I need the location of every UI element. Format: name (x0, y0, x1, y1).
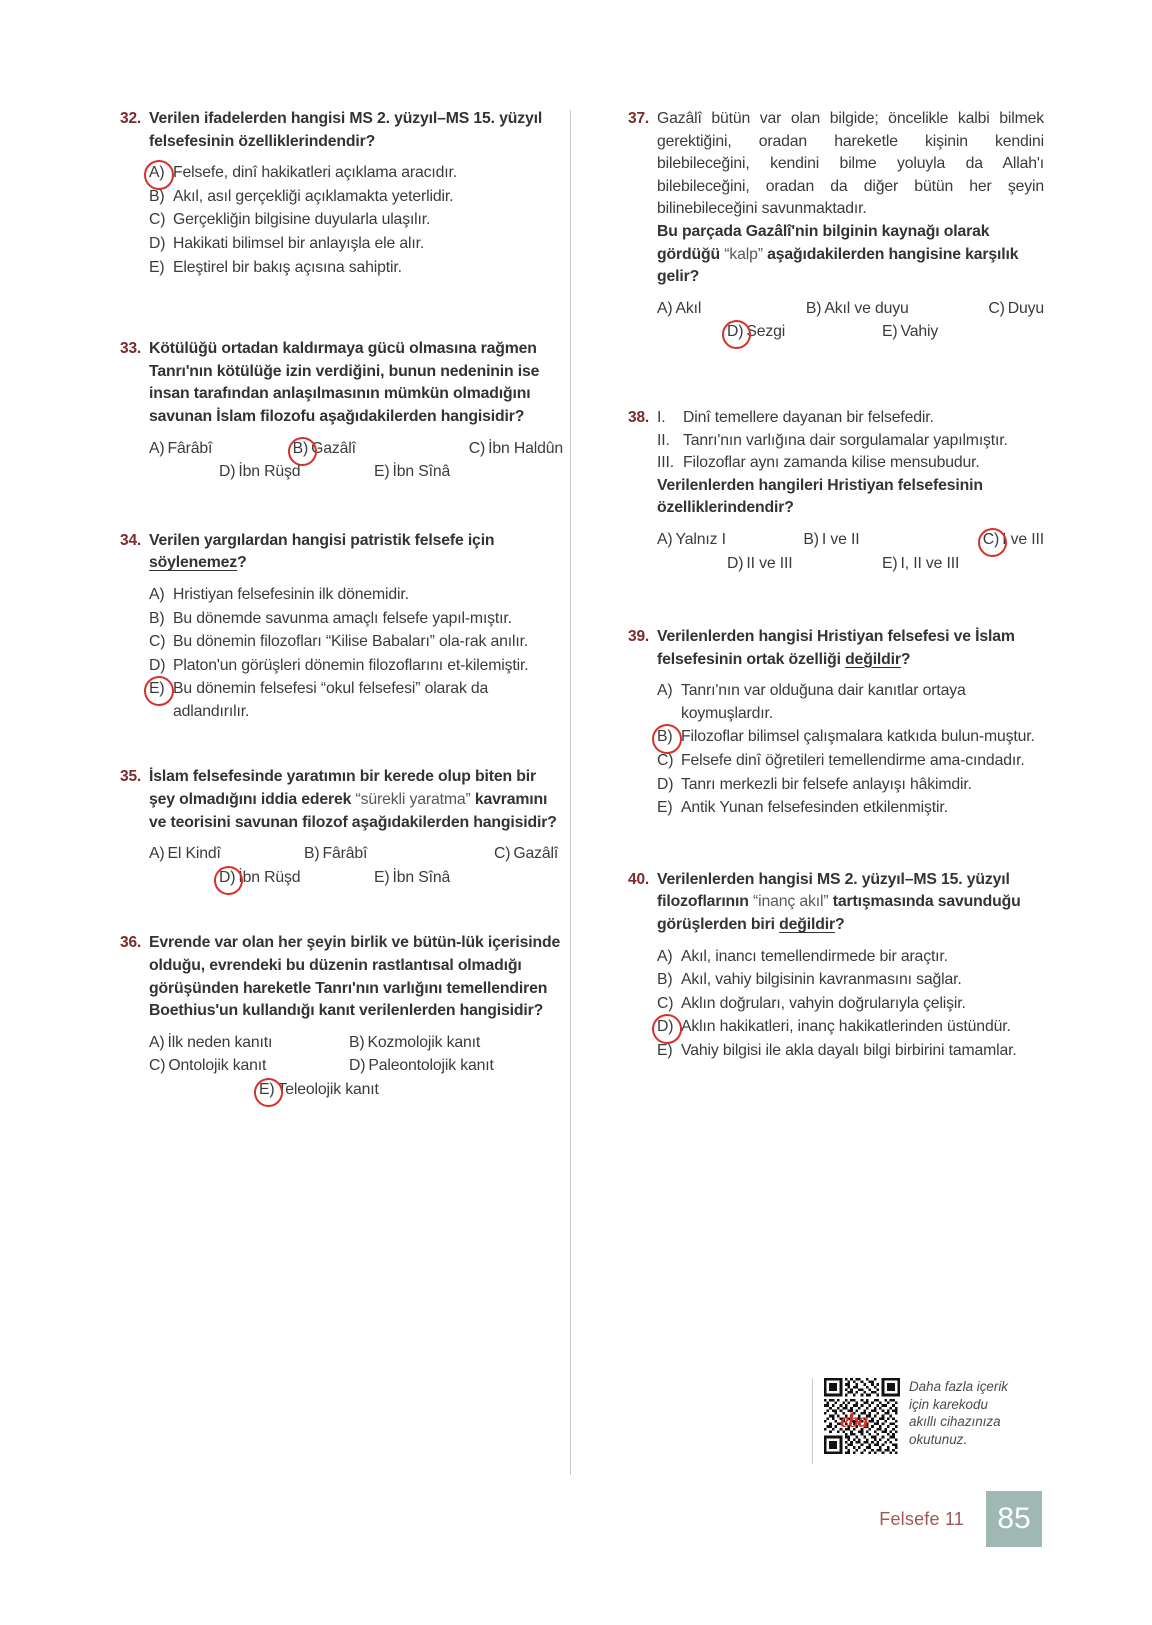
stem-text: ? (900, 650, 911, 668)
option-label: A) (149, 439, 165, 457)
option-row[interactable] (657, 1040, 1044, 1063)
option-list (149, 843, 563, 889)
option-text: Akıl ve duyu (824, 299, 909, 317)
option-text: Duyu (1007, 299, 1044, 317)
qr-text-line-3: akıllı cihazınıza (909, 1414, 1001, 1430)
option-label: A) (149, 1033, 165, 1051)
option-cell[interactable] (149, 843, 304, 866)
option-label: A) (149, 162, 173, 185)
roman-numeral: II. (657, 431, 670, 449)
option-text: İbn Sînâ (392, 868, 451, 886)
option-text: Antik Yunan felsefesinden etkilenmiştir. (681, 799, 948, 817)
option-label: B) (657, 971, 673, 989)
option-row (149, 1032, 563, 1055)
option-label: C) (657, 752, 674, 770)
question-content (657, 869, 1044, 1064)
option-text: Gazâlî (513, 845, 559, 863)
roman-item (657, 452, 1044, 475)
question-stem (149, 338, 563, 428)
option-row[interactable] (657, 774, 1044, 797)
stem-text: Verilenlerden hangisi Hristiyan felsefesi ve İslam felsefesinin ortak özelliği (657, 628, 1015, 668)
qr-code-icon[interactable] (824, 1378, 900, 1454)
question-stem (149, 932, 563, 1022)
question-block (108, 766, 563, 890)
option-text: I ve II (821, 530, 860, 548)
right-column (576, 108, 1044, 1103)
question-content (149, 766, 563, 890)
question-stem (149, 108, 563, 153)
question-number: 36. (120, 934, 141, 952)
option-text: Teleolojik kanıt (277, 1081, 379, 1098)
option-text: I, II ve III (900, 554, 960, 572)
question-number: 39. (628, 628, 649, 646)
option-label: C) (988, 299, 1005, 317)
option-cell[interactable] (149, 1055, 349, 1078)
option-label: E) (657, 799, 673, 817)
option-label: A) (149, 585, 165, 603)
option-label: D) (149, 234, 166, 252)
option-list (657, 946, 1044, 1063)
question-block (616, 626, 1044, 821)
option-text: İbn Sînâ (392, 463, 451, 481)
option-cell[interactable] (304, 843, 494, 866)
option-text: Vahiy bilgisi ile akla dayalı bilgi birbirini tamamlar. (681, 1042, 1017, 1059)
stem-text: “sürekli yaratma” (355, 791, 471, 809)
stem-text: “inanç akıl” (753, 893, 829, 911)
option-text: Ontolojik kanıt (168, 1057, 267, 1075)
book-title: Felsefe 11 (879, 1508, 964, 1529)
option-row[interactable] (657, 680, 1044, 725)
option-text: Akıl, inancı temellendirmede bir araçtır. (681, 947, 948, 965)
option-row (657, 298, 1044, 321)
question-number: 32. (120, 110, 141, 127)
option-row[interactable] (657, 969, 1044, 992)
option-cell[interactable] (494, 843, 558, 866)
question-columns (108, 108, 1044, 1103)
option-label: E) (149, 258, 165, 276)
option-text: Gazâlî (311, 439, 356, 457)
option-row[interactable] (657, 1016, 1044, 1039)
eba-logo: eba (840, 1408, 868, 1432)
option-text: Yalnız I (675, 530, 726, 548)
qr-text-line-2: için karekodu (909, 1396, 988, 1412)
option-text: İlk neden kanıtı (167, 1033, 273, 1051)
option-text: Tanrı'nın var olduğuna dair kanıtlar ortaya koymuşlardır. (681, 682, 966, 722)
left-column (108, 108, 576, 1103)
option-label: E) (657, 1042, 673, 1059)
option-cell[interactable] (882, 321, 938, 344)
question-stem (657, 475, 1044, 520)
question-block (108, 932, 563, 1102)
option-text: Akıl, asıl gerçekliği açıklamakta yeterlidir. (173, 187, 454, 205)
option-label: D) (657, 1016, 681, 1039)
option-row[interactable] (657, 946, 1044, 969)
option-text: Bu dönemin felsefesi “okul felsefesi” olarak da adlandırılır. (173, 680, 489, 720)
option-cell[interactable] (219, 461, 374, 484)
option-row[interactable] (657, 750, 1044, 773)
option-label: D) (219, 463, 236, 481)
option-row (657, 321, 1044, 344)
option-label: E) (374, 868, 390, 886)
option-text: Filozoflar bilimsel çalışmalara katkıda bulun-muştur. (681, 728, 1035, 746)
question-content (149, 932, 563, 1102)
option-cell[interactable] (219, 867, 374, 890)
option-text: İbn Haldûn (488, 439, 563, 457)
option-cell[interactable] (727, 321, 882, 344)
option-row (149, 1079, 563, 1102)
option-cell[interactable] (349, 1055, 494, 1078)
option-cell[interactable] (149, 1032, 349, 1055)
option-label: D) (727, 554, 744, 572)
stem-text: “kalp” (724, 245, 763, 263)
option-list (149, 162, 563, 279)
option-label: B) (293, 438, 312, 461)
stem-emphasis: söylenemez (149, 554, 238, 572)
option-label: D) (149, 656, 166, 674)
option-label: C) (494, 845, 511, 863)
question-number: 38. (628, 408, 649, 426)
stem-text: Bu parçada Gazâlî'nin bilginin kaynağı olarak gördüğü (657, 222, 990, 263)
question-block (108, 338, 563, 485)
option-cell[interactable] (988, 298, 1044, 321)
option-label: C) (149, 1057, 166, 1075)
page-footer (0, 1491, 1042, 1547)
option-text: Hakikati bilimsel bir anlayışla ele alır. (173, 234, 425, 252)
option-cell[interactable] (293, 438, 469, 461)
option-row[interactable] (149, 678, 563, 723)
option-label: C) (149, 633, 166, 651)
option-cell[interactable] (727, 553, 882, 576)
stem-emphasis: değildir (845, 650, 901, 668)
option-label: B) (349, 1033, 365, 1051)
stem-text: Verilenlerden hangisi MS 2. yüzyıl–MS 15. yüzyıl filozoflarının (657, 870, 1010, 911)
option-text: Akıl, vahiy bilgisinin kavranmasını sağlar. (681, 971, 962, 989)
stem-text: İslam felsefesinde yaratımın bir kerede olup biten bir şey olmadığını iddia ederek (149, 768, 536, 809)
option-row (149, 867, 563, 890)
option-list (657, 529, 1044, 575)
option-text: Hristiyan felsefesinin ilk dönemidir. (173, 585, 409, 603)
option-label: C) (983, 529, 1002, 552)
roman-item (657, 407, 1044, 430)
option-text: Gerçekliğin bilgisine duyularla ulaşılır. (173, 211, 431, 229)
question-content (657, 626, 1044, 821)
question-block (616, 108, 1044, 345)
option-cell[interactable] (149, 438, 293, 461)
option-label: E) (882, 554, 898, 572)
option-text: Aklın hakikatleri, inanç hakikatlerinden üstündür. (681, 1018, 1011, 1036)
question-number: 34. (120, 531, 141, 549)
option-text: Tanrı merkezli bir felsefe anlayışı hâkimdir. (681, 775, 972, 793)
question-block (616, 407, 1044, 576)
option-label: A) (657, 947, 673, 965)
stem-text: ? (834, 916, 845, 934)
option-list (657, 680, 1044, 820)
option-row[interactable] (149, 584, 563, 607)
option-label: E) (149, 678, 173, 723)
option-text: Fârâbî (167, 439, 213, 457)
option-label: E) (882, 323, 898, 341)
option-label: D) (727, 321, 746, 344)
option-cell[interactable] (374, 461, 450, 484)
question-block (108, 530, 563, 725)
option-cell[interactable] (657, 529, 803, 552)
stem-text: kavramını ve teorisini savunan filozof aşağıdakilerden hangisidir? (149, 791, 557, 831)
stem-text: Evrende var olan her şeyin birlik ve bütün-lük içerisinde olduğu, evrendeki bu düzenin rastlantısal olmadığı görüşünden hareketle Tanrı'nın varlığını temellendiren Boethius'un kullandığı kanıt verilenlerden hangisidir? (149, 934, 561, 1020)
option-label: D) (657, 775, 674, 793)
option-row (149, 438, 563, 461)
option-row (149, 843, 563, 866)
option-row (149, 461, 563, 484)
stem-text: Kötülüğü ortadan kaldırmaya gücü olmasına rağmen Tanrı'nın kötülüğe izin verdiğini, bunun nedeninin ise insan tarafından anlaşılmasının mümkün olmadığını savunan İslam filozofu aşağıdakilerden hangisidir? (149, 340, 540, 425)
option-text: Bu dönemin filozofları “Kilise Babaları” ola-rak anılır. (173, 633, 529, 651)
option-label: B) (149, 187, 165, 205)
option-label: B) (805, 299, 822, 317)
option-label: C) (657, 994, 674, 1012)
option-label: C) (149, 211, 166, 229)
roman-item (657, 430, 1044, 453)
option-row[interactable] (149, 655, 563, 678)
option-label: B) (149, 609, 165, 627)
option-list (149, 584, 563, 724)
question-stem (149, 530, 563, 575)
option-text: Sezgi (746, 323, 786, 341)
option-text: Platon'un görüşleri dönemin filozoflarını et-kilemiştir. (173, 656, 529, 674)
question-number: 33. (120, 340, 141, 358)
option-text: Felsefe dinî öğretileri temellendirme ama-cındadır. (681, 752, 1025, 770)
question-number: 35. (120, 768, 141, 786)
stem-text: Verilen ifadelerden hangisi MS 2. yüzyıl–MS 15. yüzyıl felsefesinin özelliklerindendir? (149, 110, 543, 150)
option-text: Aklın doğruları, vahyin doğrularıyla çelişir. (681, 994, 966, 1012)
option-row[interactable] (657, 993, 1044, 1016)
roman-numeral: I. (657, 408, 666, 426)
option-row (657, 529, 1044, 552)
stem-text: tartışmasında savunduğu görüşlerden biri (657, 893, 1021, 934)
option-label: D) (349, 1057, 366, 1075)
question-content (657, 407, 1044, 576)
option-cell[interactable] (882, 553, 959, 576)
option-cell[interactable] (469, 438, 563, 461)
roman-text: Dinî temellere dayanan bir felsefedir. (683, 408, 934, 426)
option-cell[interactable] (349, 1032, 480, 1055)
question-block (108, 108, 563, 280)
option-cell[interactable] (803, 529, 982, 552)
question-number: 37. (628, 110, 649, 127)
qr-text-line-1: Daha fazla içerik (909, 1379, 1008, 1394)
question-content (149, 338, 563, 485)
stem-text: ? (237, 554, 247, 572)
option-label: D) (219, 867, 238, 890)
option-row[interactable] (149, 608, 563, 631)
option-label: A) (149, 845, 165, 863)
qr-promo-text (909, 1378, 1008, 1448)
option-cell[interactable] (374, 867, 450, 890)
option-text: Kozmolojik kanıt (367, 1033, 481, 1051)
option-label: B) (304, 845, 320, 863)
question-content (657, 108, 1044, 345)
option-label: A) (657, 530, 673, 548)
option-label: E) (374, 463, 390, 481)
question-stem (657, 869, 1044, 937)
option-cell[interactable] (259, 1079, 379, 1102)
qr-text-line-4: okutunuz. (909, 1431, 968, 1447)
option-label: C) (468, 439, 486, 457)
option-label: A) (657, 682, 673, 700)
option-row[interactable] (149, 257, 563, 280)
page-number-badge: 85 (986, 1491, 1042, 1547)
option-label: B) (657, 726, 681, 749)
option-row[interactable] (149, 209, 563, 232)
roman-text: Filozoflar aynı zamanda kilise mensubudur. (683, 454, 980, 472)
option-label: B) (803, 530, 819, 548)
option-text: Felsefe, dinî hakikatleri açıklama aracıdır. (173, 164, 458, 182)
question-stem (149, 766, 563, 834)
question-passage: Gazâlî bütün var olan bilgide; öncelikle kalbi bilmek gerektiğini, oradan hareketle kişinin kendini bilebileceğini, kendini bilme yoluyla da Allah'ı bilebileceğini, oradan da diğer bütün her şeyin bilinebileceğini savunmaktadır. (657, 110, 1044, 218)
qr-promo-block[interactable] (812, 1378, 1008, 1464)
option-text: Bu dönemde savunma amaçlı felsefe yapıl-mıştır. (173, 609, 512, 627)
option-text: Eleştirel bir bakış açısına sahiptir. (173, 258, 402, 276)
stem-text: Verilen yargılardan hangisi patristik felsefe için (149, 531, 495, 549)
option-text: İbn Rüşd (238, 463, 301, 481)
stem-emphasis: değildir (779, 916, 835, 934)
option-row[interactable] (657, 797, 1044, 820)
option-cell[interactable] (983, 529, 1044, 552)
option-text: Vahiy (900, 323, 939, 341)
roman-text: Tanrı'nın varlığına dair sorgulamalar yapılmıştır. (683, 431, 1008, 449)
option-row[interactable] (149, 186, 563, 209)
option-text: İbn Rüşd (238, 868, 301, 886)
option-list (149, 438, 563, 484)
question-block (616, 869, 1044, 1064)
roman-numeral: III. (657, 454, 674, 472)
option-text: I ve III (1002, 530, 1044, 548)
roman-list (657, 407, 1044, 475)
option-label: A) (657, 299, 673, 317)
question-content (149, 108, 563, 280)
option-text: Paleontolojik kanıt (368, 1057, 494, 1075)
option-text: II ve III (746, 554, 793, 572)
option-list (149, 1032, 563, 1102)
option-row[interactable] (149, 233, 563, 256)
question-stem (657, 626, 1044, 671)
stem-text: Verilenlerden hangileri Hristiyan felsefesinin özelliklerindendir? (657, 476, 983, 517)
stem-text: aşağıdakilerden hangisine karşılık gelir? (657, 245, 1019, 286)
option-row (149, 1055, 563, 1078)
question-stem (657, 221, 1044, 289)
option-cell[interactable] (806, 298, 988, 321)
option-text: Fârâbî (322, 845, 368, 863)
option-list (657, 298, 1044, 344)
option-cell[interactable] (657, 298, 806, 321)
option-row[interactable] (149, 162, 563, 185)
option-text: El Kindî (167, 845, 221, 863)
option-row[interactable] (657, 726, 1044, 749)
option-label: E) (259, 1079, 278, 1102)
option-row (657, 553, 1044, 576)
option-text: Akıl (675, 299, 702, 317)
option-row[interactable] (149, 631, 563, 654)
question-content (149, 530, 563, 725)
question-number: 40. (628, 870, 649, 888)
